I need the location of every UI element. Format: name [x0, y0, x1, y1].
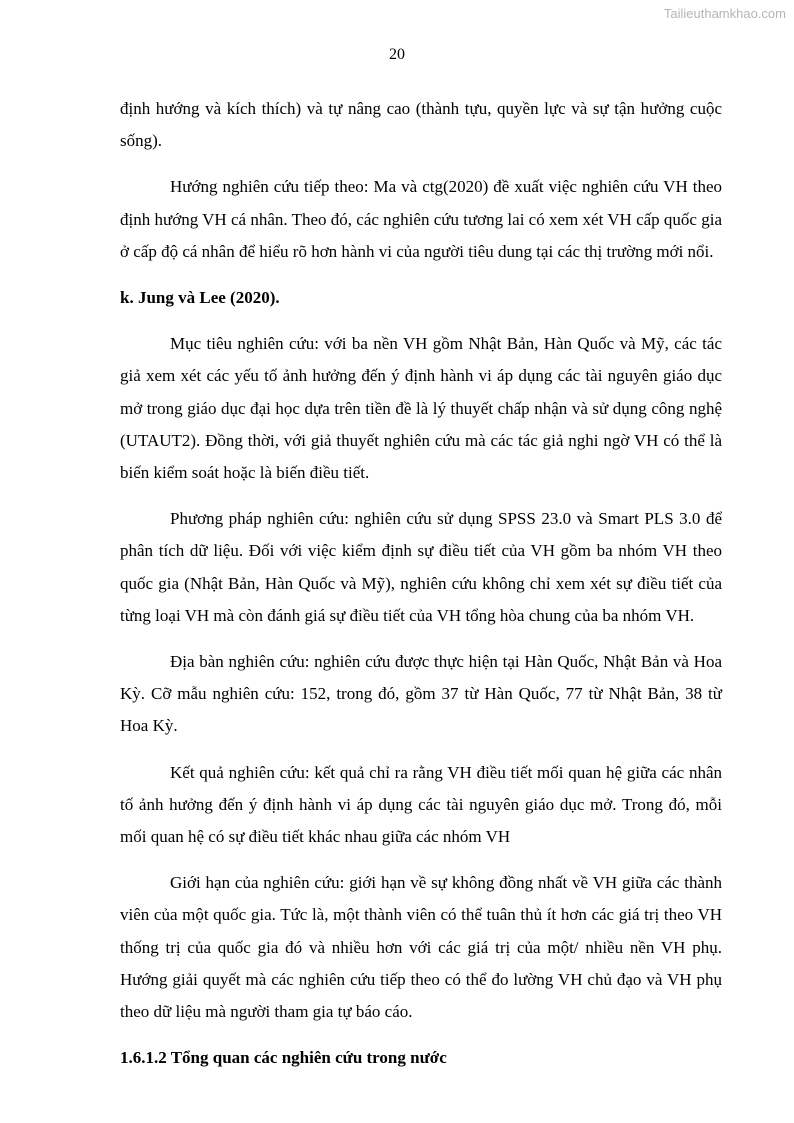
watermark: Tailieuthamkhao.com [663, 6, 786, 21]
paragraph-research-results: Kết quả nghiên cứu: kết quả chỉ ra rằng VH điều tiết mối quan hệ giữa các nhân tố ảnh hưởng đến ý định hành vi áp dụng các tài nguyên giáo dục mở. Trong đó, mỗi mối quan hệ có sự điều tiết khác nhau giữa các nhóm VH [120, 762, 722, 847]
paragraph-continued: định hướng và kích thích) và tự nâng cao (thành tựu, quyền lực và sự tận hưởng cuộc sống). [120, 99, 722, 151]
paragraph-research-objective: Mục tiêu nghiên cứu: với ba nền VH gồm Nhật Bản, Hàn Quốc và Mỹ, các tác giả xem xét các yếu tố ảnh hưởng đến ý định hành vi áp dụng các tài nguyên giáo dục mở trong giáo dục đại học dựa trên tiền đề là lý thuyết chấp nhận và sử dụng công nghệ (UTAUT2). Đồng thời, với giả thuyết nghiên cứu mà các tác giả nghi ngờ VH có thể là biến kiểm soát hoặc là biến điều tiết. [120, 334, 722, 483]
paragraph-research-method: Phương pháp nghiên cứu: nghiên cứu sử dụng SPSS 23.0 và Smart PLS 3.0 để phân tích dữ liệu. Đối với việc kiểm định sự điều tiết của VH gồm ba nhóm VH theo quốc gia (Nhật Bản, Hàn Quốc và Mỹ), nghiên cứu không chỉ xem xét sự điều tiết của từng loại VH mà còn đánh giá sự điều tiết của VH tổng hòa chung của ba nhóm VH. [120, 509, 722, 625]
section-heading-jung-lee: k. Jung và Lee (2020). [120, 288, 280, 308]
paragraph-research-location: Địa bàn nghiên cứu: nghiên cứu được thực hiện tại Hàn Quốc, Nhật Bản và Hoa Kỳ. Cỡ mẫu nghiên cứu: 152, trong đó, gồm 37 từ Hàn Quốc, 77 từ Nhật Bản, 38 từ Hoa Kỳ. [120, 652, 722, 736]
section-heading-domestic-studies: 1.6.1.2 Tổng quan các nghiên cứu trong nước [120, 1048, 447, 1068]
paragraph-future-research: Hướng nghiên cứu tiếp theo: Ma và ctg(2020) đề xuất việc nghiên cứu VH theo định hướng VH cá nhân. Theo đó, các nghiên cứu tương lai có xem xét VH cấp quốc gia ở cấp độ cá nhân để hiểu rõ hơn hành vi của người tiêu dung tại các thị trường mới nổi. [120, 177, 722, 261]
document-body [120, 93, 722, 1088]
paragraph-research-limitations: Giới hạn của nghiên cứu: giới hạn về sự không đồng nhất về VH giữa các thành viên của một quốc gia. Tức là, một thành viên có thể tuân thủ ít hơn các giá trị theo VH thống trị của quốc gia đó và nhiều hơn với các giá trị của một/ nhiều nền VH phụ. Hướng giải quyết mà các nghiên cứu tiếp theo có thể đo lường VH chủ đạo và VH phụ theo dữ liệu mà người tham gia tự báo cáo. [120, 873, 722, 1022]
page-number: 20 [389, 46, 405, 63]
